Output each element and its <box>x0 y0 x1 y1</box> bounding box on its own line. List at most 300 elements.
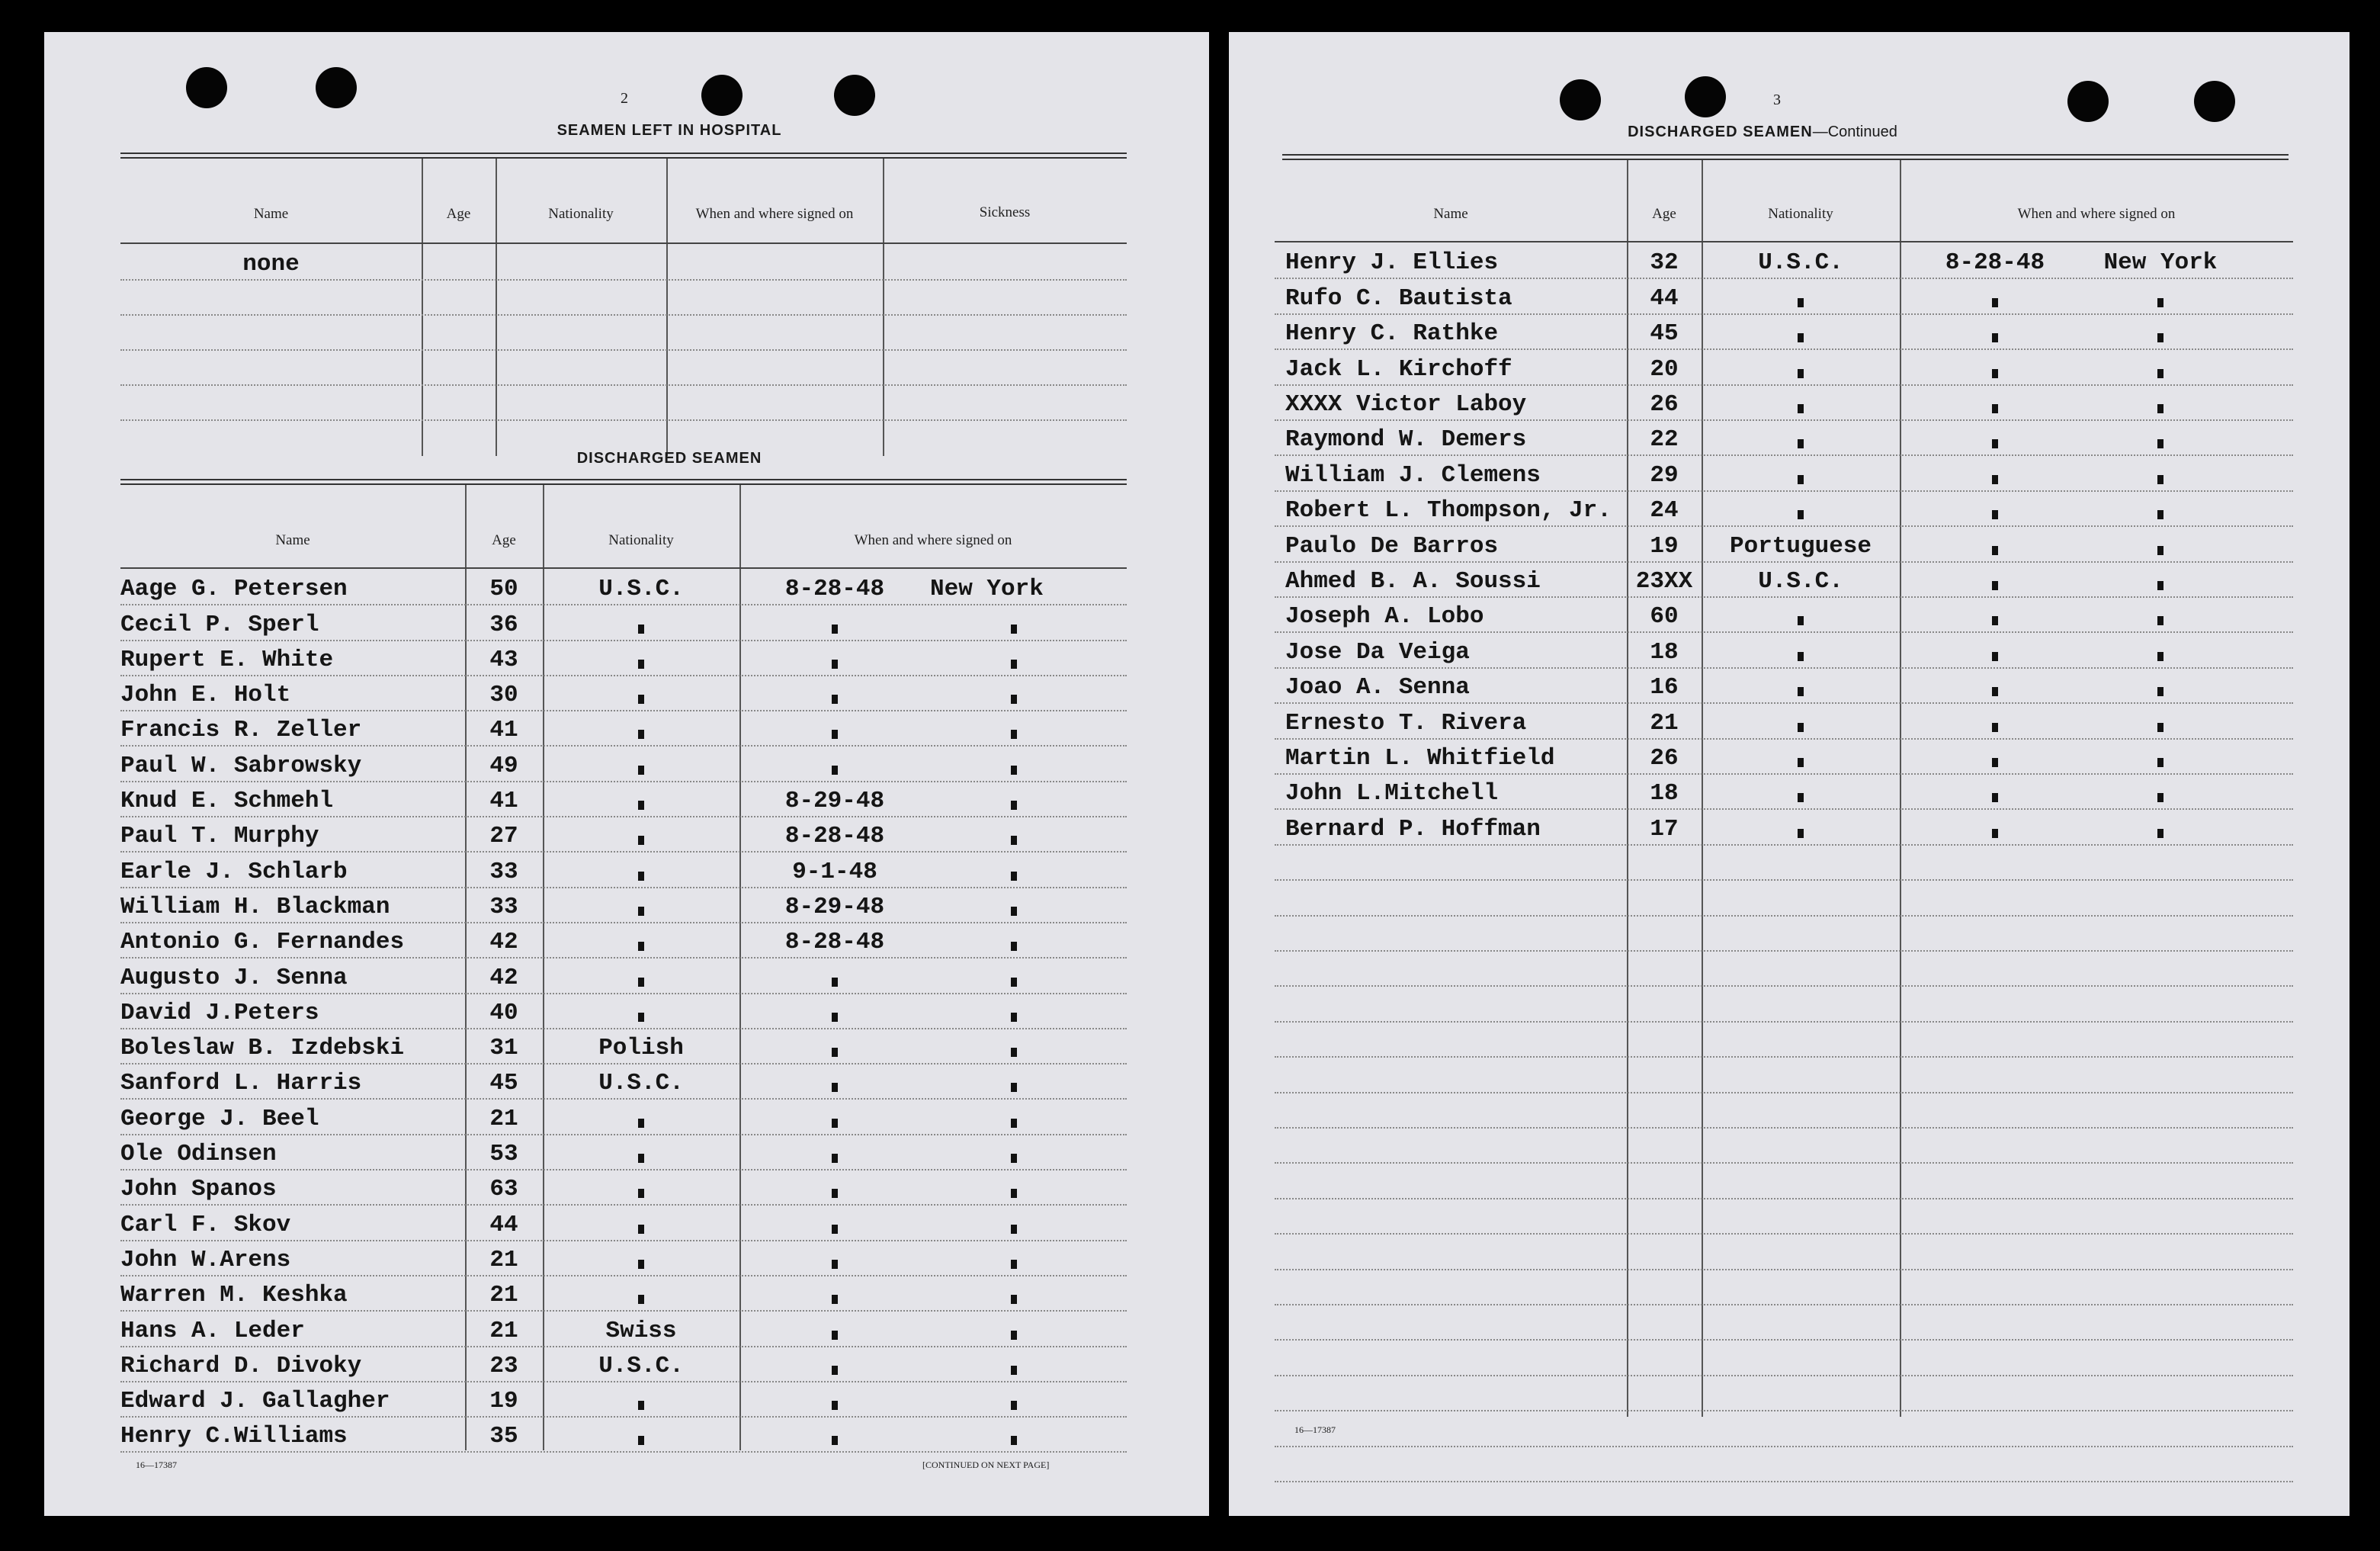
right-page <box>1229 32 2350 1516</box>
table-row <box>1275 950 2293 987</box>
table-row <box>1275 1339 2293 1376</box>
table-row <box>120 314 1127 351</box>
ditto-mark <box>1011 1260 1017 1269</box>
table-row <box>1275 1092 2293 1129</box>
ditto-mark <box>638 1225 644 1234</box>
discharged-header-name: Name <box>275 532 310 548</box>
ditto-mark <box>1011 730 1017 739</box>
age-cell: 21 <box>489 1105 518 1132</box>
punch-hole <box>2067 81 2109 122</box>
ditto-mark <box>638 660 644 669</box>
ditto-mark <box>1011 1401 1017 1410</box>
table-row <box>120 1240 1127 1276</box>
table-row <box>120 640 1127 676</box>
ditto-mark <box>638 1154 644 1163</box>
ditto-mark <box>2157 652 2163 661</box>
ditto-mark <box>1798 333 1804 342</box>
name-cell: Raymond W. Demers <box>1285 426 1527 454</box>
ditto-mark <box>1011 801 1017 810</box>
ditto-mark <box>1011 1189 1017 1198</box>
ditto-mark <box>1798 829 1804 838</box>
table-row <box>120 1381 1127 1418</box>
name-cell: Boleslaw B. Izdebski <box>120 1035 405 1062</box>
age-cell: 41 <box>489 717 518 744</box>
name-cell: none <box>242 251 300 278</box>
ditto-mark <box>1992 298 1998 307</box>
table-row <box>1275 490 2293 527</box>
name-cell: Francis R. Zeller <box>120 717 362 744</box>
table-row <box>120 675 1127 711</box>
name-cell: Antonio G. Fernandes <box>120 929 405 956</box>
name-cell: Ahmed B. A. Soussi <box>1285 567 1541 595</box>
table-row <box>1275 879 2293 916</box>
discharged-header-signed-on: When and where signed on <box>854 532 1012 548</box>
age-cell: 27 <box>489 823 518 850</box>
discharged-header-nationality: Nationality <box>608 532 674 548</box>
name-cell: Aage G. Petersen <box>120 576 348 603</box>
ditto-mark <box>832 766 838 775</box>
name-cell: Hans A. Leder <box>120 1317 305 1344</box>
name-cell: David J.Peters <box>120 999 319 1026</box>
name-cell: Rufo C. Bautista <box>1285 284 1512 312</box>
nationality-cell: U.S.C. <box>1758 249 1843 277</box>
ditto-mark <box>2157 510 2163 519</box>
age-cell: 21 <box>489 1317 518 1344</box>
age-cell: 23 <box>489 1352 518 1379</box>
page-number: 3 <box>1773 92 1781 108</box>
ditto-mark <box>1798 510 1804 519</box>
ditto-mark <box>1011 1295 1017 1304</box>
name-cell: Cecil P. Sperl <box>120 611 319 638</box>
table-row <box>120 1416 1127 1453</box>
table-row <box>1275 1446 2293 1482</box>
ditto-mark <box>638 1260 644 1269</box>
ditto-mark <box>1011 1083 1017 1092</box>
ditto-mark <box>832 730 838 739</box>
table-row <box>120 1204 1127 1241</box>
ditto-mark <box>1992 687 1998 696</box>
name-cell: Warren M. Keshka <box>120 1282 348 1309</box>
ditto-mark <box>638 1436 644 1445</box>
table-row <box>120 851 1127 888</box>
ditto-mark <box>1992 723 1998 732</box>
ditto-mark <box>2157 404 2163 413</box>
ditto-mark <box>2157 758 2163 767</box>
ditto-mark <box>638 836 644 845</box>
ditto-mark <box>2157 439 2163 448</box>
age-cell: 24 <box>1650 497 1679 525</box>
ditto-mark <box>2157 616 2163 625</box>
table-row <box>1275 1269 2293 1305</box>
continued-title-suffix: —Continued <box>1812 124 1897 140</box>
table-row <box>1275 561 2293 598</box>
ditto-mark <box>1798 298 1804 307</box>
age-cell: 23XX <box>1635 567 1693 595</box>
ditto-mark <box>1011 978 1017 987</box>
age-cell: 45 <box>1650 320 1679 348</box>
table-row <box>1275 384 2293 421</box>
continued-header-age: Age <box>1652 206 1676 222</box>
name-cell: Henry J. Ellies <box>1285 249 1499 277</box>
ditto-mark <box>1011 1013 1017 1022</box>
name-cell: William H. Blackman <box>120 893 390 920</box>
ditto-mark <box>638 625 644 634</box>
nationality-cell: Swiss <box>605 1317 677 1344</box>
ditto-mark <box>2157 793 2163 802</box>
ditto-mark <box>832 978 838 987</box>
table-row <box>120 1346 1127 1382</box>
ditto-mark <box>832 1154 838 1163</box>
table-row <box>120 349 1127 386</box>
table-row <box>1275 596 2293 633</box>
table-row <box>1275 525 2293 562</box>
ditto-mark <box>832 660 838 669</box>
age-cell: 63 <box>489 1176 518 1203</box>
table-row <box>1275 242 2293 279</box>
nationality-cell: Polish <box>598 1035 684 1062</box>
ditto-mark <box>1798 793 1804 802</box>
name-cell: Knud E. Schmehl <box>120 788 334 815</box>
age-cell: 16 <box>1650 674 1679 702</box>
punch-hole <box>834 75 875 116</box>
ditto-mark <box>638 1013 644 1022</box>
ditto-mark <box>2157 475 2163 484</box>
name-cell: Henry C.Williams <box>120 1423 348 1450</box>
table-row <box>1275 1233 2293 1270</box>
name-cell: Paulo De Barros <box>1285 532 1499 560</box>
age-cell: 21 <box>489 1246 518 1273</box>
continued-title-main: DISCHARGED SEAMEN <box>1628 124 1813 140</box>
hospital-header-sickness: Sickness <box>979 204 1031 220</box>
ditto-mark <box>832 1013 838 1022</box>
name-cell: John E. Holt <box>120 682 291 709</box>
ditto-mark <box>1798 723 1804 732</box>
ditto-mark <box>1011 1366 1017 1375</box>
hospital-header-nationality: Nationality <box>548 206 614 222</box>
age-cell: 19 <box>489 1388 518 1415</box>
table-row <box>1275 278 2293 314</box>
title-rule <box>120 479 1127 485</box>
ditto-mark <box>832 1366 838 1375</box>
ditto-mark <box>1011 625 1017 634</box>
table-row <box>1275 702 2293 739</box>
punch-hole <box>186 67 227 108</box>
table-row <box>1275 1410 2293 1447</box>
name-cell: XXXX Victor Laboy <box>1285 390 1527 418</box>
ditto-mark <box>1011 907 1017 916</box>
table-row <box>120 1310 1127 1347</box>
punch-hole <box>1560 79 1601 120</box>
name-cell: Martin L. Whitfield <box>1285 744 1555 772</box>
ditto-mark <box>832 1331 838 1340</box>
ditto-mark <box>2157 581 2163 590</box>
table-row <box>1275 313 2293 350</box>
age-cell: 26 <box>1650 390 1679 418</box>
ditto-mark <box>1992 510 1998 519</box>
date-cell: 9-1-48 <box>792 858 877 885</box>
age-cell: 53 <box>489 1141 518 1168</box>
table-row <box>1275 454 2293 491</box>
ditto-mark <box>1798 475 1804 484</box>
continued-note: [CONTINUED ON NEXT PAGE] <box>922 1459 1050 1470</box>
table-row <box>1275 1375 2293 1411</box>
ditto-mark <box>832 1083 838 1092</box>
punch-hole <box>2194 81 2235 122</box>
ditto-mark <box>2157 829 2163 838</box>
discharged-continued-table <box>1275 160 2293 1417</box>
table-row <box>1275 348 2293 385</box>
name-cell: Carl F. Skov <box>120 1211 291 1238</box>
discharged-title: DISCHARGED SEAMEN <box>576 450 762 467</box>
age-cell: 20 <box>1650 355 1679 383</box>
table-row <box>120 244 1127 281</box>
ditto-mark <box>832 1189 838 1198</box>
punch-hole <box>316 67 357 108</box>
age-cell: 42 <box>489 929 518 956</box>
ditto-mark <box>638 1189 644 1198</box>
table-row <box>120 1063 1127 1100</box>
ditto-mark <box>1011 1119 1017 1128</box>
age-cell: 30 <box>489 682 518 709</box>
age-cell: 36 <box>489 611 518 638</box>
ditto-mark <box>1011 1436 1017 1445</box>
table-row <box>120 816 1127 853</box>
name-cell: Joao A. Senna <box>1285 674 1470 702</box>
ditto-mark <box>832 1119 838 1128</box>
punch-hole <box>701 75 743 116</box>
name-cell: Sanford L. Harris <box>120 1070 362 1097</box>
table-row <box>1275 1304 2293 1341</box>
name-cell: Jose Da Veiga <box>1285 638 1470 666</box>
ditto-mark <box>1992 758 1998 767</box>
name-cell: Augusto J. Senna <box>120 964 348 991</box>
form-number: 16—17387 <box>136 1459 177 1470</box>
age-cell: 21 <box>1650 709 1679 737</box>
name-cell: William J. Clemens <box>1285 461 1541 489</box>
table-row <box>120 279 1127 316</box>
age-cell: 18 <box>1650 780 1679 808</box>
ditto-mark <box>2157 546 2163 555</box>
name-cell: Ernesto T. Rivera <box>1285 709 1527 737</box>
ditto-mark <box>2157 333 2163 342</box>
age-cell: 19 <box>1650 532 1679 560</box>
ditto-mark <box>1992 793 1998 802</box>
hospital-header-signed-on: When and where signed on <box>695 206 854 222</box>
name-cell: Henry C. Rathke <box>1285 320 1499 348</box>
date-cell: 8-29-48 <box>784 893 885 920</box>
table-row <box>1275 631 2293 668</box>
ditto-mark <box>1992 369 1998 378</box>
age-cell: 33 <box>489 858 518 885</box>
ditto-mark <box>638 801 644 810</box>
age-cell: 49 <box>489 752 518 779</box>
table-row <box>1275 915 2293 952</box>
ditto-mark <box>832 1436 838 1445</box>
name-cell: Richard D. Divoky <box>120 1352 362 1379</box>
ditto-mark <box>638 872 644 881</box>
ditto-mark <box>638 730 644 739</box>
ditto-mark <box>638 907 644 916</box>
place-cell: New York <box>2103 249 2218 277</box>
ditto-mark <box>1798 758 1804 767</box>
age-cell: 60 <box>1650 603 1679 631</box>
date-cell: 8-28-48 <box>784 929 885 956</box>
age-cell: 45 <box>489 1070 518 1097</box>
ditto-mark <box>1798 369 1804 378</box>
continued-header-nationality: Nationality <box>1768 206 1833 222</box>
ditto-mark <box>1992 616 1998 625</box>
name-cell: Bernard P. Hoffman <box>1285 815 1541 843</box>
ditto-mark <box>1992 829 1998 838</box>
table-row <box>120 993 1127 1029</box>
ditto-mark <box>1798 616 1804 625</box>
age-cell: 44 <box>489 1211 518 1238</box>
age-cell: 18 <box>1650 638 1679 666</box>
age-cell: 43 <box>489 646 518 673</box>
punch-hole <box>1685 76 1726 117</box>
name-cell: George J. Beel <box>120 1105 319 1132</box>
table-row <box>1275 844 2293 881</box>
age-cell: 21 <box>489 1282 518 1309</box>
date-cell: 8-28-48 <box>1945 249 2045 277</box>
discharged-table <box>120 485 1127 1450</box>
ditto-mark <box>1992 475 1998 484</box>
ditto-mark <box>638 1295 644 1304</box>
table-row <box>120 887 1127 923</box>
ditto-mark <box>1798 439 1804 448</box>
table-row <box>120 1169 1127 1206</box>
name-cell: Robert L. Thompson, Jr. <box>1285 497 1612 525</box>
continued-title <box>1549 124 1976 141</box>
table-row <box>1275 738 2293 775</box>
date-cell: 8-29-48 <box>784 788 885 815</box>
ditto-mark <box>832 1048 838 1057</box>
name-cell: Earle J. Schlarb <box>120 858 348 885</box>
date-cell: 8-28-48 <box>784 823 885 850</box>
ditto-mark <box>638 1119 644 1128</box>
table-row <box>1275 985 2293 1022</box>
hospital-header-name: Name <box>253 206 289 222</box>
age-cell: 42 <box>489 964 518 991</box>
ditto-mark <box>2157 687 2163 696</box>
form-number: 16—17387 <box>1294 1424 1336 1435</box>
table-row <box>1275 1056 2293 1093</box>
ditto-mark <box>2157 298 2163 307</box>
table-row <box>120 922 1127 959</box>
name-cell: John Spanos <box>120 1176 277 1203</box>
age-cell: 26 <box>1650 744 1679 772</box>
ditto-mark <box>1798 652 1804 661</box>
table-row <box>120 746 1127 782</box>
ditto-mark <box>1798 404 1804 413</box>
table-row <box>1275 1127 2293 1164</box>
table-row <box>120 569 1127 605</box>
age-cell: 22 <box>1650 426 1679 454</box>
name-cell: Paul T. Murphy <box>120 823 319 850</box>
ditto-mark <box>832 625 838 634</box>
table-row <box>1275 1198 2293 1235</box>
table-row <box>120 1275 1127 1312</box>
ditto-mark <box>1011 766 1017 775</box>
ditto-mark <box>1798 687 1804 696</box>
name-cell: John L.Mitchell <box>1285 780 1499 808</box>
date-cell: 8-28-48 <box>784 576 885 603</box>
ditto-mark <box>1992 439 1998 448</box>
table-row <box>120 384 1127 421</box>
nationality-cell: Portuguese <box>1729 532 1872 560</box>
age-cell: 41 <box>489 788 518 815</box>
age-cell: 31 <box>489 1035 518 1062</box>
ditto-mark <box>1992 546 1998 555</box>
table-row <box>120 781 1127 817</box>
page-number: 2 <box>621 90 628 107</box>
ditto-mark <box>1011 695 1017 704</box>
nationality-cell: U.S.C. <box>1758 567 1843 595</box>
title-rule <box>1282 154 2289 160</box>
age-cell: 33 <box>489 893 518 920</box>
table-row <box>1275 808 2293 845</box>
table-row <box>1275 773 2293 810</box>
age-cell: 50 <box>489 576 518 603</box>
table-row <box>120 1099 1127 1135</box>
table-row <box>120 957 1127 994</box>
title-rule <box>120 153 1127 159</box>
hospital-header-age: Age <box>446 206 471 222</box>
ditto-mark <box>1011 1048 1017 1057</box>
table-row <box>1275 1021 2293 1058</box>
ditto-mark <box>638 766 644 775</box>
ditto-mark <box>1992 652 1998 661</box>
ditto-mark <box>832 1401 838 1410</box>
ditto-mark <box>638 695 644 704</box>
hospital-title: SEAMEN LEFT IN HOSPITAL <box>557 122 782 139</box>
place-cell: New York <box>930 576 1044 603</box>
table-row <box>1275 419 2293 456</box>
left-page <box>44 32 1209 1516</box>
table-row <box>1275 1162 2293 1199</box>
ditto-mark <box>1011 836 1017 845</box>
ditto-mark <box>832 1225 838 1234</box>
ditto-mark <box>1011 872 1017 881</box>
age-cell: 32 <box>1650 249 1679 277</box>
age-cell: 35 <box>489 1423 518 1450</box>
hospital-table <box>120 159 1127 456</box>
ditto-mark <box>1011 660 1017 669</box>
age-cell: 29 <box>1650 461 1679 489</box>
ditto-mark <box>832 695 838 704</box>
ditto-mark <box>832 1295 838 1304</box>
name-cell: Edward J. Gallagher <box>120 1388 390 1415</box>
ditto-mark <box>1011 1225 1017 1234</box>
name-cell: Ole Odinsen <box>120 1141 277 1168</box>
ditto-mark <box>638 1401 644 1410</box>
table-row <box>1275 667 2293 704</box>
name-cell: Jack L. Kirchoff <box>1285 355 1512 383</box>
ditto-mark <box>1011 1331 1017 1340</box>
nationality-cell: U.S.C. <box>598 1352 684 1379</box>
continued-header-signed-on: When and where signed on <box>2017 206 2176 222</box>
ditto-mark <box>638 942 644 951</box>
ditto-mark <box>832 1260 838 1269</box>
table-row <box>120 1028 1127 1065</box>
discharged-header-age: Age <box>492 532 516 548</box>
ditto-mark <box>2157 723 2163 732</box>
ditto-mark <box>1992 404 1998 413</box>
age-cell: 40 <box>489 999 518 1026</box>
continued-header-name: Name <box>1433 206 1468 222</box>
ditto-mark <box>1011 1154 1017 1163</box>
ditto-mark <box>1992 581 1998 590</box>
